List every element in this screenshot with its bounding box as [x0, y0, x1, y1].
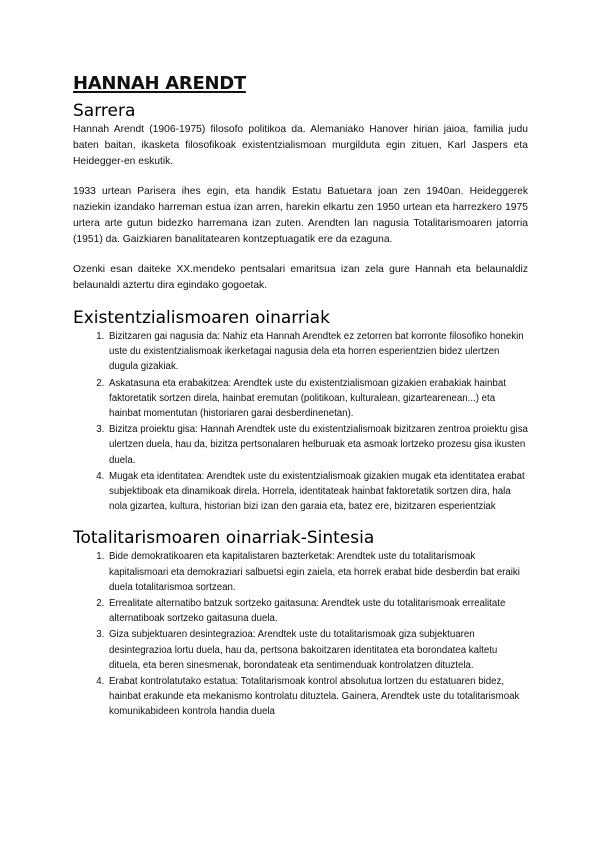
list-item: 4. Mugak eta identitatea: Arendtek uste du existentzialismoak gizakien mugak eta identitatea erabat subjektiboak eta dinamikoak direla. Horrela, identitateak hainbat faktoretatik sortzen dira, hala nola gizartea, kultura, historian bizi izan den garaia eta, batez ere, bizitzaren esperientziak [107, 469, 528, 515]
section-heading-totalitarismoa: Totalitarismoaren oinarriak-Sintesia [73, 528, 375, 549]
list-item: 2. Errealitate alternatibo batzuk sortzeko gaitasuna: Arendtek uste du totalitarismoak errealitate alternatiboak sortzeko gaitasuna duela. [107, 596, 528, 626]
list-item: 1. Bide demokratikoaren eta kapitalistaren bazterketak: Arendtek uste du totalitarismoak kapitalismoari eta demokraziari salbuetsi egin zaiela, eta horrek erabat bide desberdin bat eraiki duela totalitarismoa sortzean. [107, 549, 528, 595]
section-heading-sarrera: Sarrera [73, 101, 136, 121]
section-heading-existentzialismoa: Existentzialismoaren oinarriak [73, 308, 330, 328]
list-item: 3. Bizitza proiektu gisa: Hannah Arendtek uste du existentzialismoak bizitzaren zentroa proiektu gisa ulertzen duela, hau da, bizitza pertsonalaren helburuak eta asmoak lortzeko prozesu gisa ikusten duela. [107, 422, 528, 468]
totalitarismoa-list [73, 549, 528, 719]
list-item: 3. Giza subjektuaren desintegrazioa: Arendtek uste du totalitarismoak giza subjektuaren desintegrazioa lortu duela, hau da, pertsona bakoitzaren identitatea eta borondatea kaltetu dituela, eta beren sinesmenak, borondateak eta sentimenduak kontrolatzen dituztela. [107, 627, 528, 673]
paragraph: 1933 urtean Parisera ihes egin, eta handik Estatu Batuetara joan zen 1940an. Heideggerek naziekin izandako harreman estua izan arren, harekin elkartu zen 1950 urtean eta harrezkero 1975 urtera arte gutun bidezko harremana izan zuten. Arendten lan nagusia Totalitarismoaren jatorria (1951) da. Gaizkiaren banalitatearen kontzeptuagatik ere da ezaguna. [73, 186, 528, 245]
list-item: 2. Askatasuna eta erabakitzea: Arendtek uste du existentzialismoan gizakien erabakiak hainbat faktoretatik sortzen direla, hainbat eremutan (politikoan, kulturalean, gizartearenean...) eta hainbat momentutan (historiaren garai desberdinenetan). [107, 376, 528, 422]
list-item: 4. Erabat kontrolatutako estatua: Totalitarismoak kontrol absolutua lortzen du estatuaren bidez, hainbat erakunde eta mekanismo kontrolatu dituztela. Gainera, Arendtek uste du totalitarismoak komunikabideen kontrola handia duela [107, 674, 528, 720]
existentzialismoa-list [73, 329, 528, 514]
paragraph: Ozenki esan daiteke XX.mendeko pentsalari emaritsua izan zela gure Hannah eta belaunaldiz belaunaldi aztertu dira egindako gogoetak. [73, 264, 528, 291]
list-item: 1. Bizitzaren gai nagusia da: Nahiz eta Hannah Arendtek ez zetorren bat korronte filosofiko honekin uste du existentzialismoak ikerketagai nagusia dela eta horren esperientzien bidez ulertzen dugula gizakiak. [107, 329, 528, 375]
paragraph: Hannah Arendt (1906-1975) filosofo politikoa da. Alemaniako Hanover hirian jaioa, familia judu baten baitan, ikasketa filosofikoak existentzialismoan murgilduta egin zituen, Karl Jaspers eta Heidegger-en eskutik. [73, 124, 528, 167]
document-title: HANNAH ARENDT [73, 73, 246, 94]
